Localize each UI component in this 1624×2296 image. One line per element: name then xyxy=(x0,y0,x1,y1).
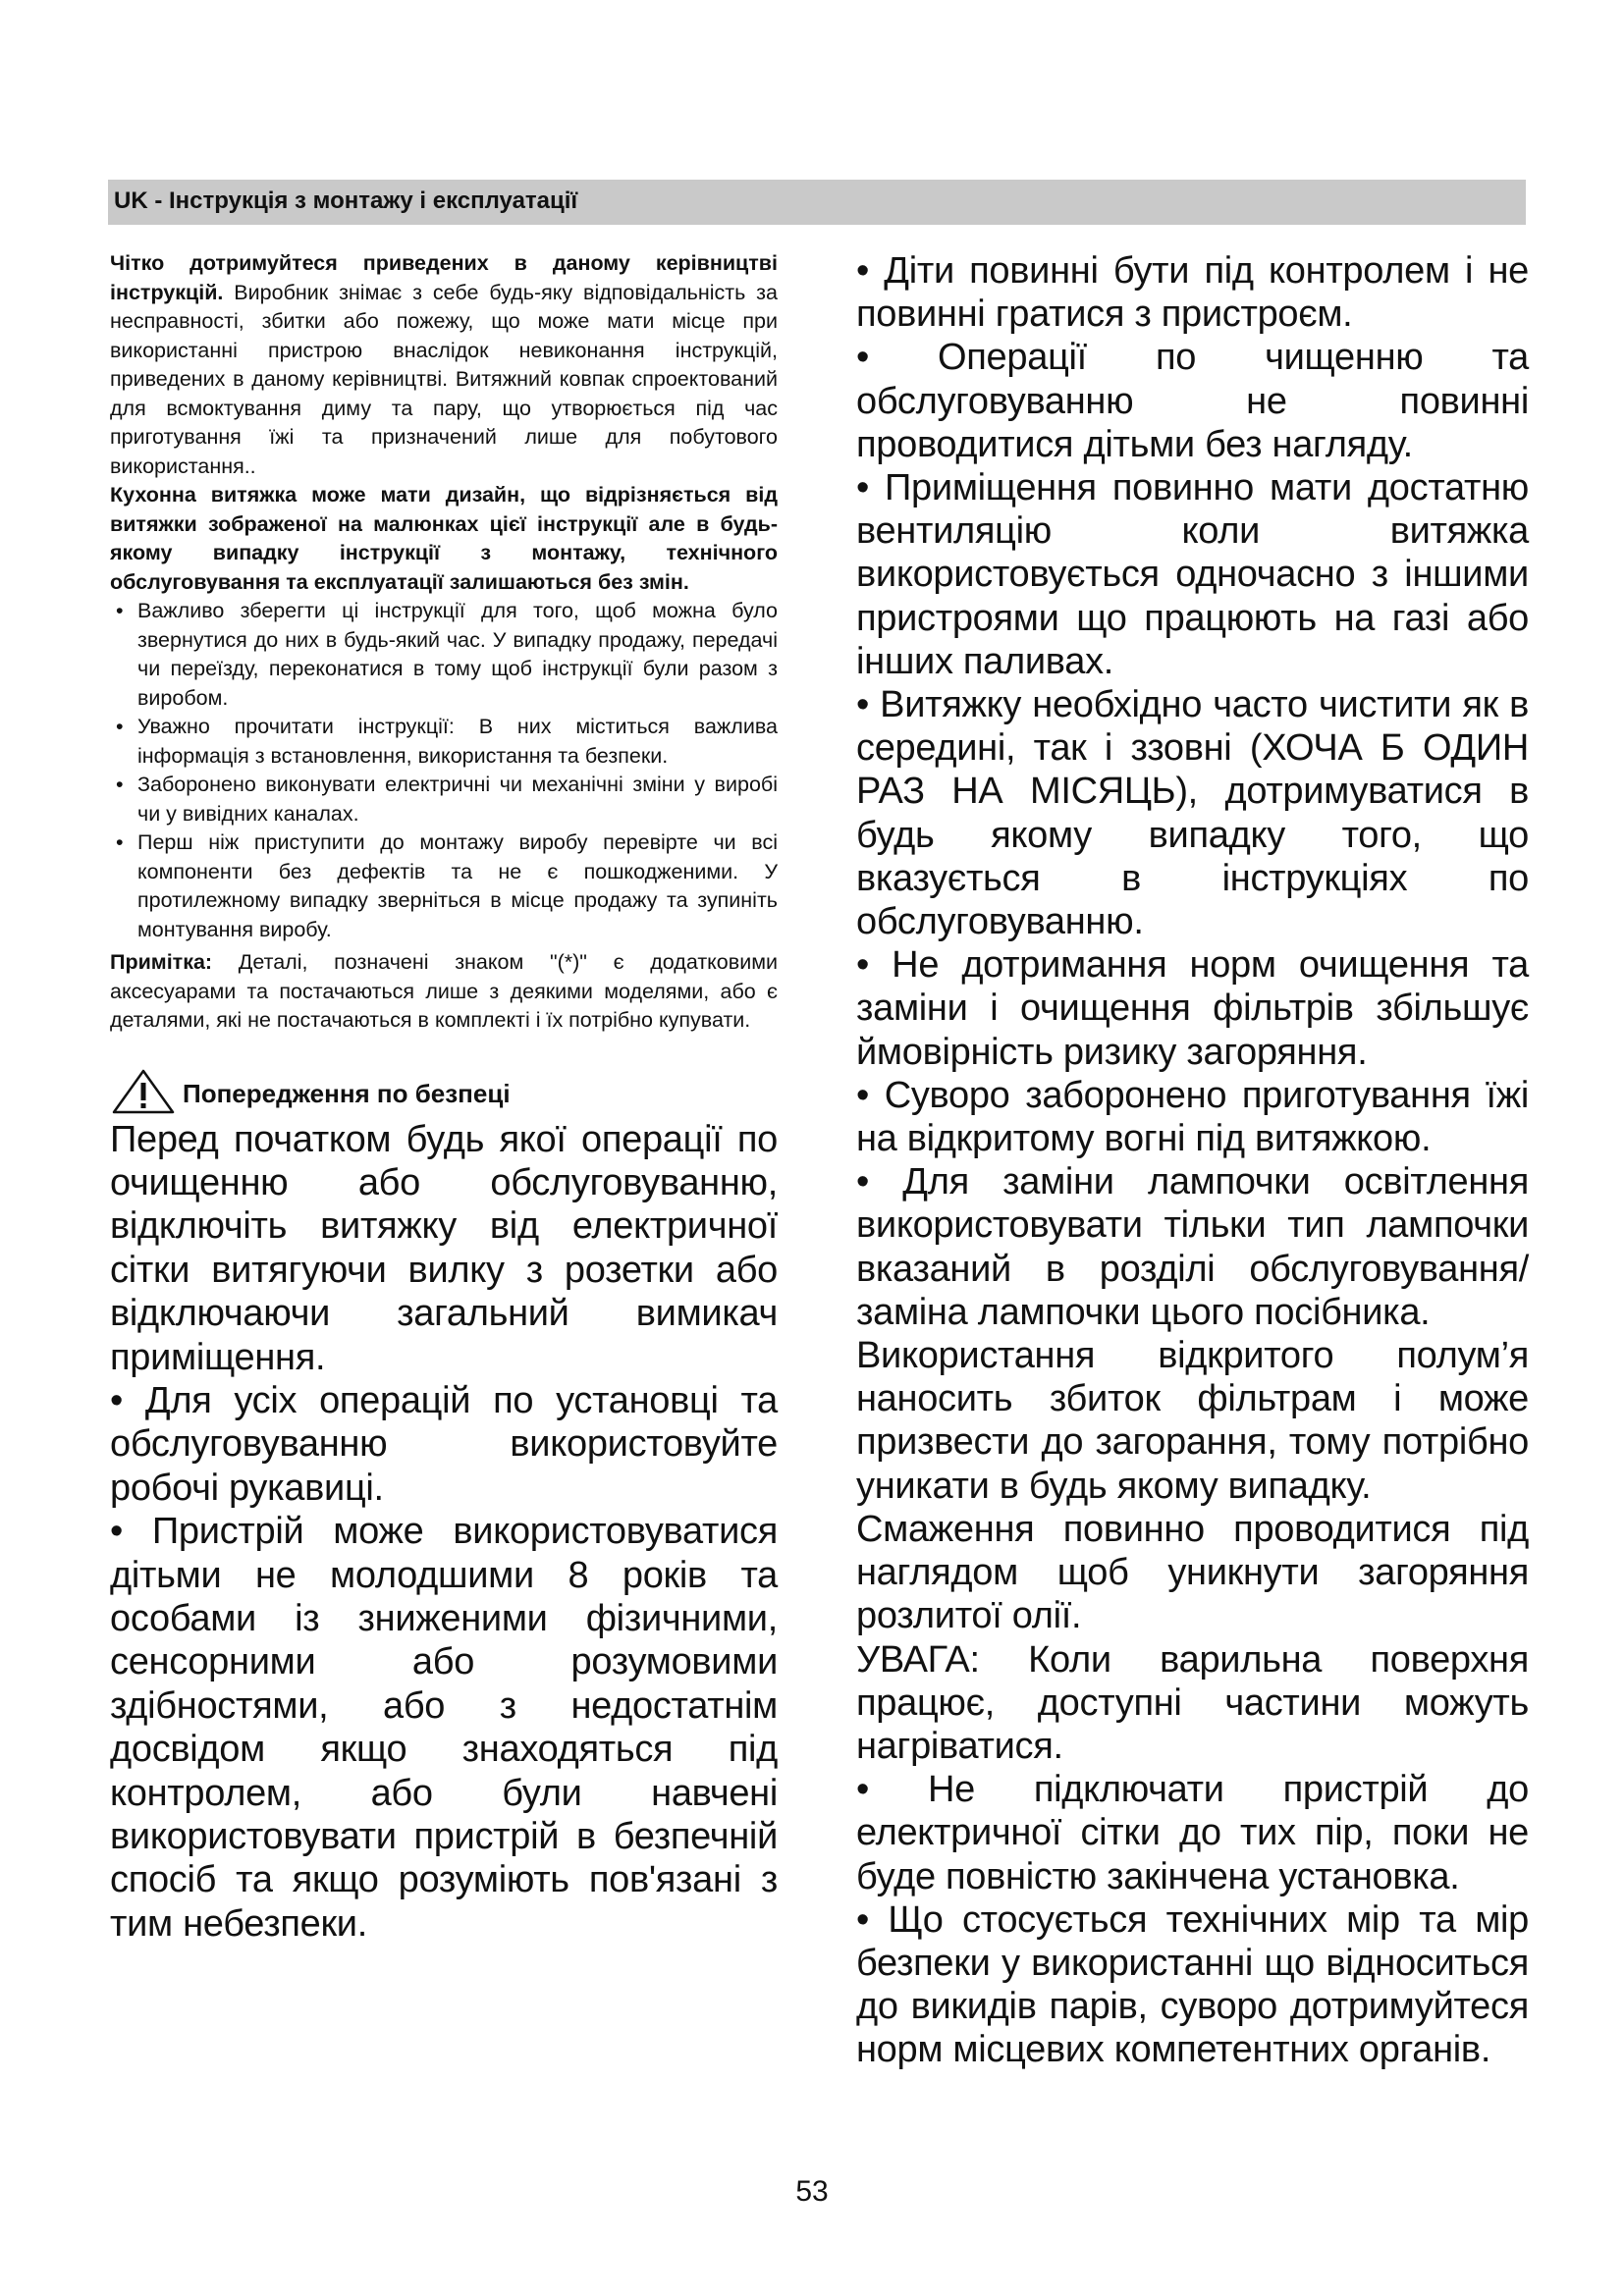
note-text: Деталі, позначені знаком "(*)" є додатковими аксесуарами та постачаються лише з деякими моделями, або є деталями, які не постачаються в комплекті і їх потрібно купувати. xyxy=(110,950,778,1032)
safety-paragraph: Смаження повинно проводитися під наглядом щоб уникнути загоряння розлитої олії. xyxy=(856,1508,1529,1637)
intro-bold: Чітко дотримуйтеся приведених в даному керівництві інструкцій. xyxy=(110,251,778,304)
intro-paragraph xyxy=(110,249,778,481)
right-column xyxy=(856,249,1529,2072)
list-item: • Перш ніж приступити до монтажу виробу перевірте чи всі компоненти без дефектів та не є пошкодженими. У протилежному випадку зверніться в місце продажу та зупиніть монтування виробу. xyxy=(116,830,778,941)
list-item: • Заборонено виконувати електричні чи механічні зміни у виробі чи у вивідних каналах. xyxy=(116,773,778,826)
safety-paragraph: Перед початком будь якої операції по очищенню або обслуговуванню, відключіть витяжку від електричної сітки витягуючи вилку з розетки або відключаючи загальний вимикач приміщення. xyxy=(110,1118,778,1378)
intro-text: Виробник знімає з себе будь-яку відповідальність за несправності, збитки або пожежу, що може мати місце при використанні пристрою внаслідок невиконання інструкцій, приведених в даному керівництві. Витяжний ковпак спроектований для всмоктування диму та пару, що утворюється під час приготування їжі та призначений лише для побутового використання.. xyxy=(110,280,778,478)
safety-paragraph: • Не дотримання норм очищення та заміни і очищення фільтрів збільшує ймовірність ризику загоряння. xyxy=(856,944,1529,1073)
safety-paragraph: • Суворо заборонено приготування їжі на відкритому вогні під витяжкою. xyxy=(856,1074,1529,1160)
design-note: Кухонна витяжка може мати дизайн, що відрізняється від витяжки зображеної на малюнках цієї інструкції але в будь-якому випадку інструкції з монтажу, технічного обслуговування та експлуатації залишаються без змін. xyxy=(110,483,778,594)
page-number: 53 xyxy=(795,2175,829,2208)
safety-paragraph: УВАГА: Коли варильна поверхня працює, доступні частини можуть нагріватися. xyxy=(856,1638,1529,1767)
safety-paragraph: • Для усіх операцій по установці та обслуговуванню використовуйте робочі рукавиці. xyxy=(110,1379,778,1509)
safety-paragraph: • Для заміни лампочки освітлення використовувати тільки тип лампочки вказаний в розділі обслуговування/заміна лампочки цього посібника. xyxy=(856,1161,1529,1333)
warning-triangle-icon xyxy=(110,1068,177,1120)
safety-paragraph: Використання відкритого полум’я наносить збиток фільтрам і може призвести до загорання, тому потрібно уникати в будь якому випадку. xyxy=(856,1335,1529,1507)
safety-paragraph: • Не підключати пристрій до електричної сітки до тих пір, поки не буде повністю закінчена установка. xyxy=(856,1769,1529,1897)
left-column xyxy=(110,249,778,1946)
instruction-bullets xyxy=(110,597,778,944)
safety-paragraph: • Пристрій може використовуватися дітьми не молодшими 8 років та особами із зниженими фізичними, сенсорними або розумовими здібностями, або з недостатнім досвідом якщо знаходяться під контролем, або були навчені використовувати пристрій в безпечній спосіб та якщо розуміють пов'язані з тим небезпеки. xyxy=(110,1511,778,1945)
safety-paragraph: • Приміщення повинно мати достатню вентиляцію коли витяжка використовується одночасно з іншими пристроями що працюють на газі або інших паливах. xyxy=(856,467,1529,682)
safety-paragraph: • Діти повинні бути під контролем і не повинні гратися з пристроєм. xyxy=(856,250,1529,336)
safety-paragraph: • Що стосується технічних мір та мір безпеки у використанні що відноситься до викидів парів, суворо дотримуйтеся норм місцевих компетентних органів. xyxy=(856,1898,1529,2071)
safety-paragraph: • Операції по чищенню та обслуговуванню не повинні проводитися дітьми без нагляду. xyxy=(856,337,1529,465)
section-title: UK - Інструкція з монтажу і експлуатації xyxy=(114,187,578,214)
list-item: • Уважно прочитати інструкції: В них міститься важлива інформація з встановлення, використання та безпеки. xyxy=(116,715,778,768)
safety-paragraph: • Витяжку необхідно часто чистити як в середині, так і ззовні (ХОЧА Б ОДИН РАЗ НА МІСЯЦЬ), дотримуватися в будь якому випадку того, що вказується в інструкціях по обслуговуванню. xyxy=(856,684,1529,943)
safety-warning-heading xyxy=(110,1071,778,1118)
note-label: Примітка: xyxy=(110,950,213,974)
note-paragraph xyxy=(110,948,778,1036)
section-header-bar xyxy=(108,180,1526,225)
warning-title: Попередження по безпеці xyxy=(183,1079,511,1108)
list-item: • Важливо зберегти ці інструкції для того, щоб можна було звернутися до них в будь-який час. У випадку продажу, передачі чи переїзду, переконатися в тому щоб інструкції були разом з виробом. xyxy=(116,599,778,710)
